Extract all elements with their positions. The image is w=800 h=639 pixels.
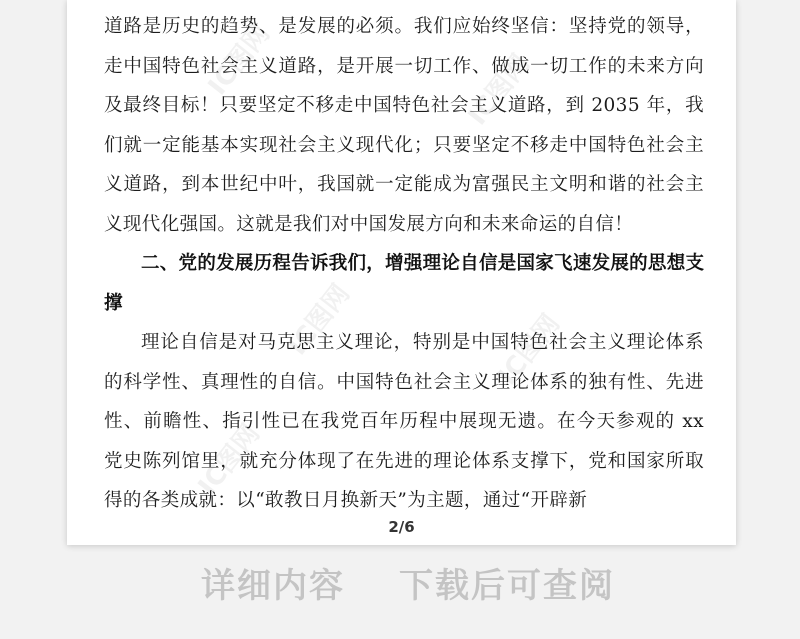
watermark: IC图网 xyxy=(192,418,267,502)
page-number: 2/6 xyxy=(388,518,415,536)
watermark: IC图网 xyxy=(462,48,537,132)
body-paragraph: 理论自信是对马克思主义理论，特别是中国特色社会主义理论体系的科学性、真理性的自信。中国特色社会主义理论体系的独有性、先进性、前瞻性、指引性已在我党百年历程中展现无遗。在今天参观的 xx 党史陈列馆里，就充分体现了在先进的理论体系支撑下，党和国家所取得的各类成就：以“敢教日月换新天”为主题，通过“开辟新 xyxy=(104,332,704,511)
watermark: IC图网 xyxy=(492,308,567,392)
watermark: IC图网 xyxy=(282,278,357,362)
watermark: IC图网 xyxy=(202,18,277,102)
download-to-view-button[interactable]: 下载后可查阅 xyxy=(399,566,615,606)
document-page xyxy=(67,0,736,545)
document-body xyxy=(104,0,704,521)
body-paragraph: 道路是历史的趋势、是发展的必须。我们应始终坚信：坚持党的领导，走中国特色社会主义道路，是开展一切工作、做成一切工作的未来方向及最终目标！只要坚定不移走中国特色社会主义道路，到 2035 年，我们就一定能基本实现社会主义现代化；只要坚定不移走中国特色社会主义道路，到本世纪中叶，我国就一定能成为富强民主文明和谐的社会主义现代化强国。这就是我们对中国发展方向和未来命运的自信！ xyxy=(104,16,704,235)
details-button[interactable]: 详细内容 xyxy=(201,566,345,606)
section-heading: 二、党的发展历程告诉我们，增强理论自信是国家飞速发展的思想支撑 xyxy=(104,253,704,314)
footer-actions xyxy=(0,560,800,616)
